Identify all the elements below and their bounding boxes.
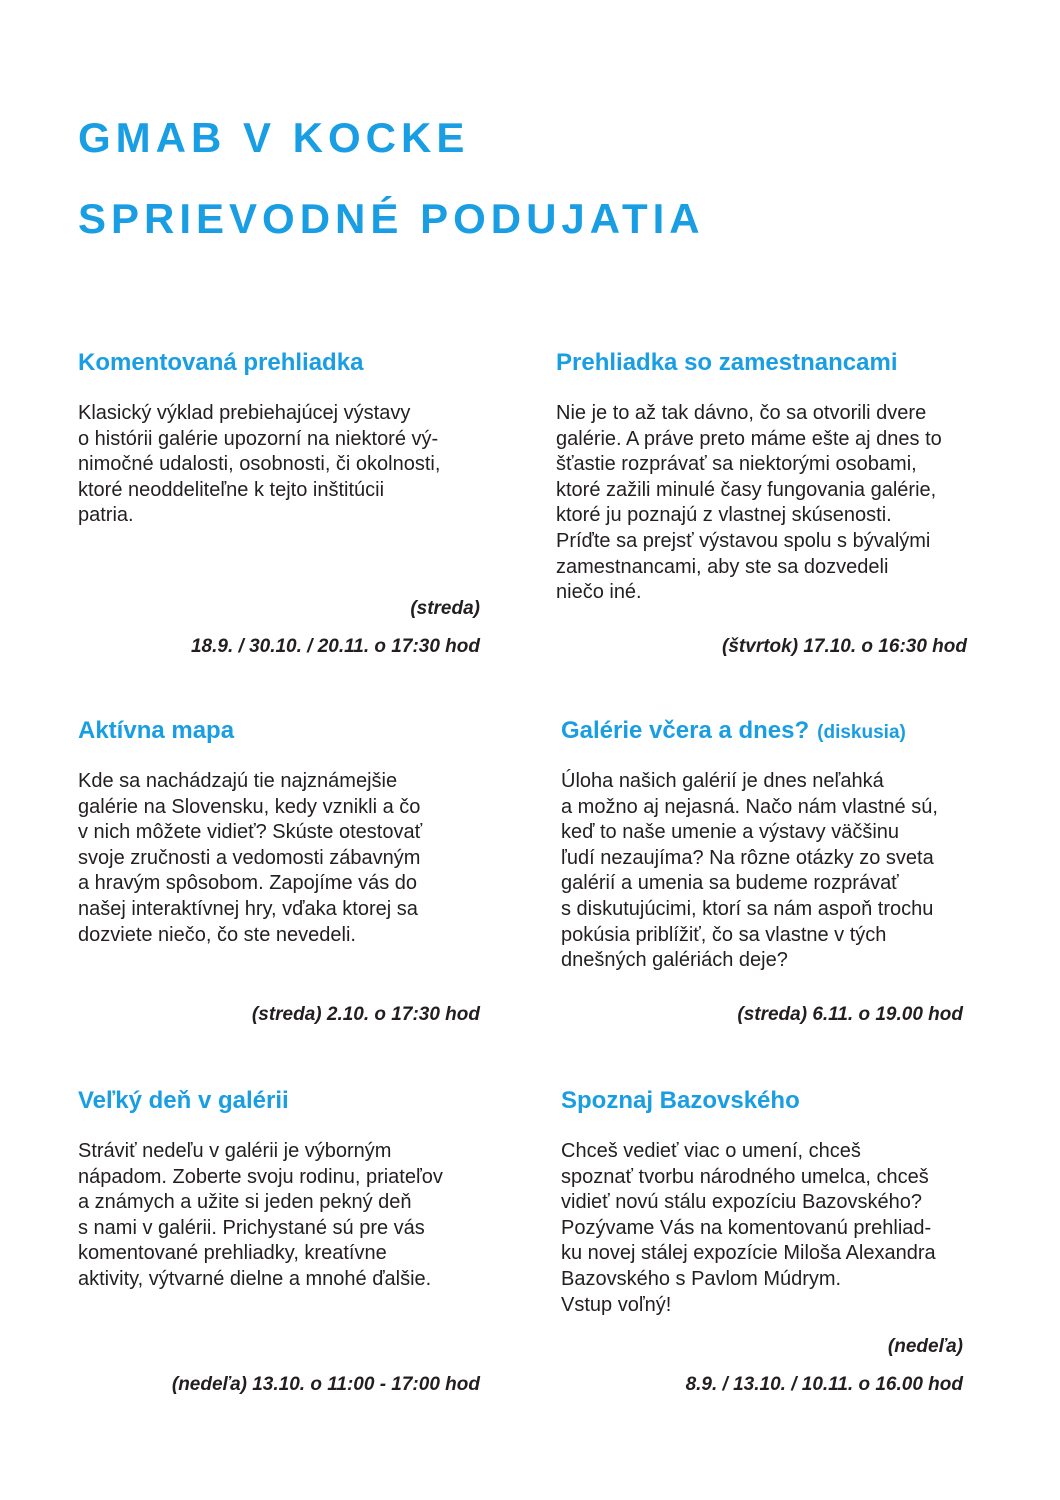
event-title: Galérie včera a dnes? — [561, 717, 810, 744]
event-prehliadka-so-zamestnancami — [556, 349, 967, 659]
event-title: Aktívna mapa — [78, 717, 235, 744]
event-description — [556, 401, 942, 606]
event-description — [78, 1139, 443, 1293]
description-line: keď to naše umenie a výstavy väčšinu — [561, 821, 900, 844]
description-line: Klasický výklad prebiehajúcej výstavy — [78, 402, 411, 424]
description-line: vidieť novú stálu expozíciu Bazovského? — [561, 1191, 923, 1214]
event-dates: (streda) 2.10. o 17:30 hod — [251, 1004, 480, 1025]
page-title: GMAB V KOCKE — [78, 114, 470, 161]
description-line: Chceš vedieť viac o umení, chceš — [561, 1140, 861, 1162]
description-line: v nich môžete vidieť? Skúste otestovať — [78, 821, 423, 844]
description-line: našej interaktívnej hry, vďaka ktorej sa — [78, 897, 418, 920]
description-line: galérie na Slovensku, kedy vznikli a čo — [78, 795, 421, 818]
event-title: Spoznaj Bazovského — [561, 1087, 800, 1114]
description-line: svoje zručnosti a vedomosti zábavným — [78, 846, 421, 869]
description-line: Príďte sa prejsť výstavou spolu s bývalými — [556, 529, 931, 552]
description-line: Nie je to až tak dávno, čo sa otvorili dvere — [556, 402, 927, 424]
description-line: zamestnancami, aby ste sa dozvedeli — [556, 555, 889, 578]
description-line: s nami v galérii. Prichystané sú pre vás — [78, 1216, 425, 1239]
description-line: Pozývame Vás na komentovanú prehliad- — [561, 1216, 932, 1239]
description-line: ktoré ju poznajú z vlastnej skúsenosti. — [556, 504, 892, 527]
event-description — [561, 1139, 936, 1318]
description-line: a známych a užite si jeden pekný deň — [78, 1191, 412, 1214]
description-line: patria. — [78, 504, 134, 527]
description-line: a možno aj nejasná. Načo nám vlastné sú, — [561, 795, 938, 818]
description-line: a hravým spôsobom. Zapojíme vás do — [78, 872, 418, 895]
description-line: ktoré neoddeliteľne k tejto inštitúcii — [78, 478, 385, 501]
description-line: dnešných galériách deje? — [561, 949, 788, 972]
description-line: spoznať tvorbu národného umelca, chceš — [561, 1165, 929, 1188]
event-title: Komentovaná prehliadka — [78, 349, 364, 376]
event-day: (streda) — [410, 598, 480, 619]
event-description — [78, 769, 422, 948]
event-dates: (streda) 6.11. o 19.00 hod — [737, 1004, 963, 1025]
description-line: komentované prehliadky, kreatívne — [78, 1242, 387, 1265]
description-line: Úloha našich galérií je dnes neľahká — [561, 770, 884, 792]
event-description — [78, 401, 440, 529]
event-title-wrap — [561, 717, 906, 746]
page-subtitle: SPRIEVODNÉ PODUJATIA — [78, 195, 705, 242]
description-line: galérie. A práve preto máme ešte aj dnes to — [556, 427, 942, 450]
event-description — [561, 769, 938, 974]
description-line: ku novej stálej expozície Miloša Alexandra — [561, 1242, 936, 1265]
description-line: ktoré zažili minulé časy fungovania galérie, — [556, 478, 937, 501]
event-dates: (nedeľa) 13.10. o 11:00 - 17:00 hod — [171, 1374, 480, 1395]
event-dates: 18.9. / 30.10. / 20.11. o 17:30 hod — [190, 636, 480, 657]
event-velky-den-v-galerii — [78, 1087, 480, 1397]
event-dates: 8.9. / 13.10. / 10.11. o 16.00 hod — [685, 1374, 963, 1395]
description-line: Kde sa nachádzajú tie najznámejšie — [78, 770, 398, 792]
description-line: o histórii galérie upozorní na niektoré vý- — [78, 427, 439, 450]
event-komentovana-prehliadka — [78, 349, 480, 659]
description-line: Stráviť nedeľu v galérii je výborným — [78, 1140, 392, 1162]
event-spoznaj-bazovskeho — [561, 1087, 963, 1397]
event-tag: (diskusia) — [817, 722, 906, 743]
event-day: (nedeľa) — [887, 1336, 963, 1357]
description-line: nimočné udalosti, osobnosti, či okolnosti, — [78, 453, 441, 476]
event-galerie-vcera-a-dnes — [561, 717, 963, 1027]
event-title: Veľký deň v galérii — [78, 1087, 289, 1114]
description-line: Bazovského s Pavlom Múdrym. — [561, 1267, 842, 1290]
description-line: niečo iné. — [556, 581, 642, 604]
description-line: Vstup voľný! — [561, 1293, 672, 1316]
description-line: šťastie rozprávať sa niektorými osobami, — [556, 453, 917, 476]
event-dates: (štvrtok) 17.10. o 16:30 hod — [722, 636, 967, 657]
event-aktivna-mapa — [78, 717, 480, 1027]
description-line: ľudí nezaujíma? Na rôzne otázky zo sveta — [561, 846, 934, 869]
description-line: dozviete niečo, čo ste nevedeli. — [78, 923, 356, 946]
description-line: pokúsia priblížiť, čo sa vlastne v tých — [561, 923, 887, 946]
event-title: Prehliadka so zamestnancami — [556, 349, 898, 376]
description-line: s diskutujúcimi, ktorí sa nám aspoň trochu — [561, 897, 934, 920]
description-line: nápadom. Zoberte svoju rodinu, priateľov — [78, 1165, 443, 1188]
description-line: aktivity, výtvarné dielne a mnohé ďalšie. — [78, 1267, 432, 1290]
description-line: galérií a umenia sa budeme rozprávať — [561, 872, 899, 895]
